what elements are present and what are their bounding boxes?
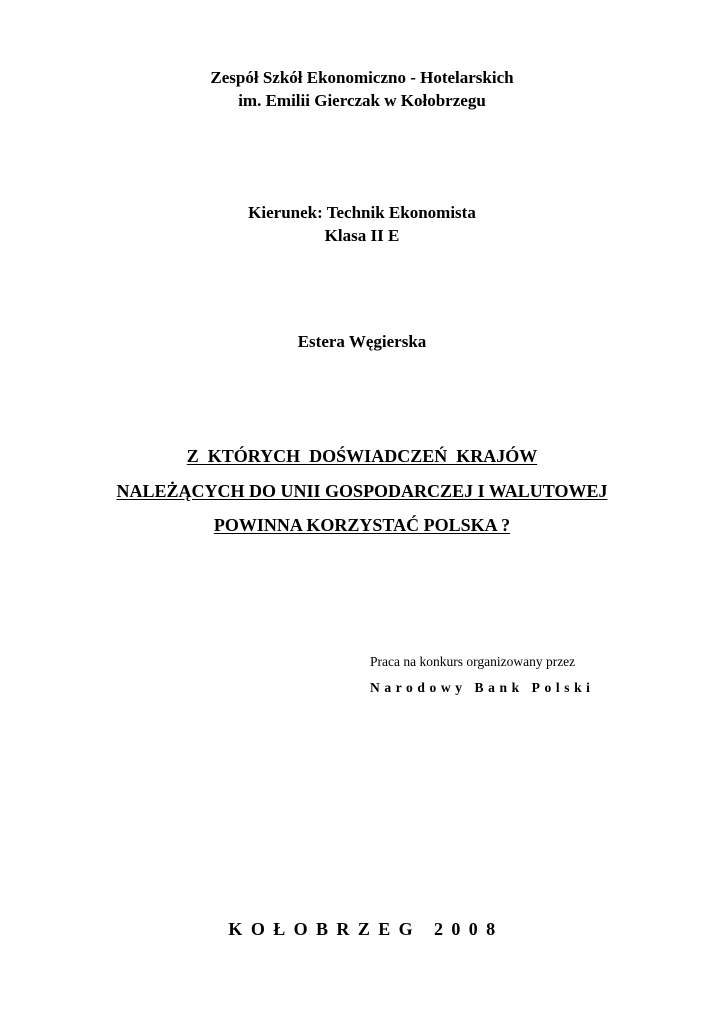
place-and-year: KOŁOBRZEG 2008 [228, 919, 504, 939]
title-line-3: POWINNA KORZYSTAĆ POLSKA ? [213, 515, 511, 535]
course-direction: Kierunek: Technik Ekonomista [248, 203, 476, 222]
class-name: Klasa II E [324, 226, 400, 245]
title-line-1: Z KTÓRYCH DOŚWIADCZEŃ KRAJÓW [186, 446, 538, 466]
author-name: Estera Węgierska [297, 332, 427, 351]
school-patron-location: im. Emilii Gierczak w Kołobrzegu [238, 91, 486, 110]
contest-organizer: Narodowy Bank Polski [370, 680, 595, 695]
title-line-2: NALEŻĄCYCH DO UNII GOSPODARCZEJ I WALUTOWEJ [116, 481, 608, 501]
contest-note: Praca na konkurs organizowany przez [370, 654, 576, 669]
school-name: Zespół Szkół Ekonomiczno - Hotelarskich [210, 68, 514, 87]
